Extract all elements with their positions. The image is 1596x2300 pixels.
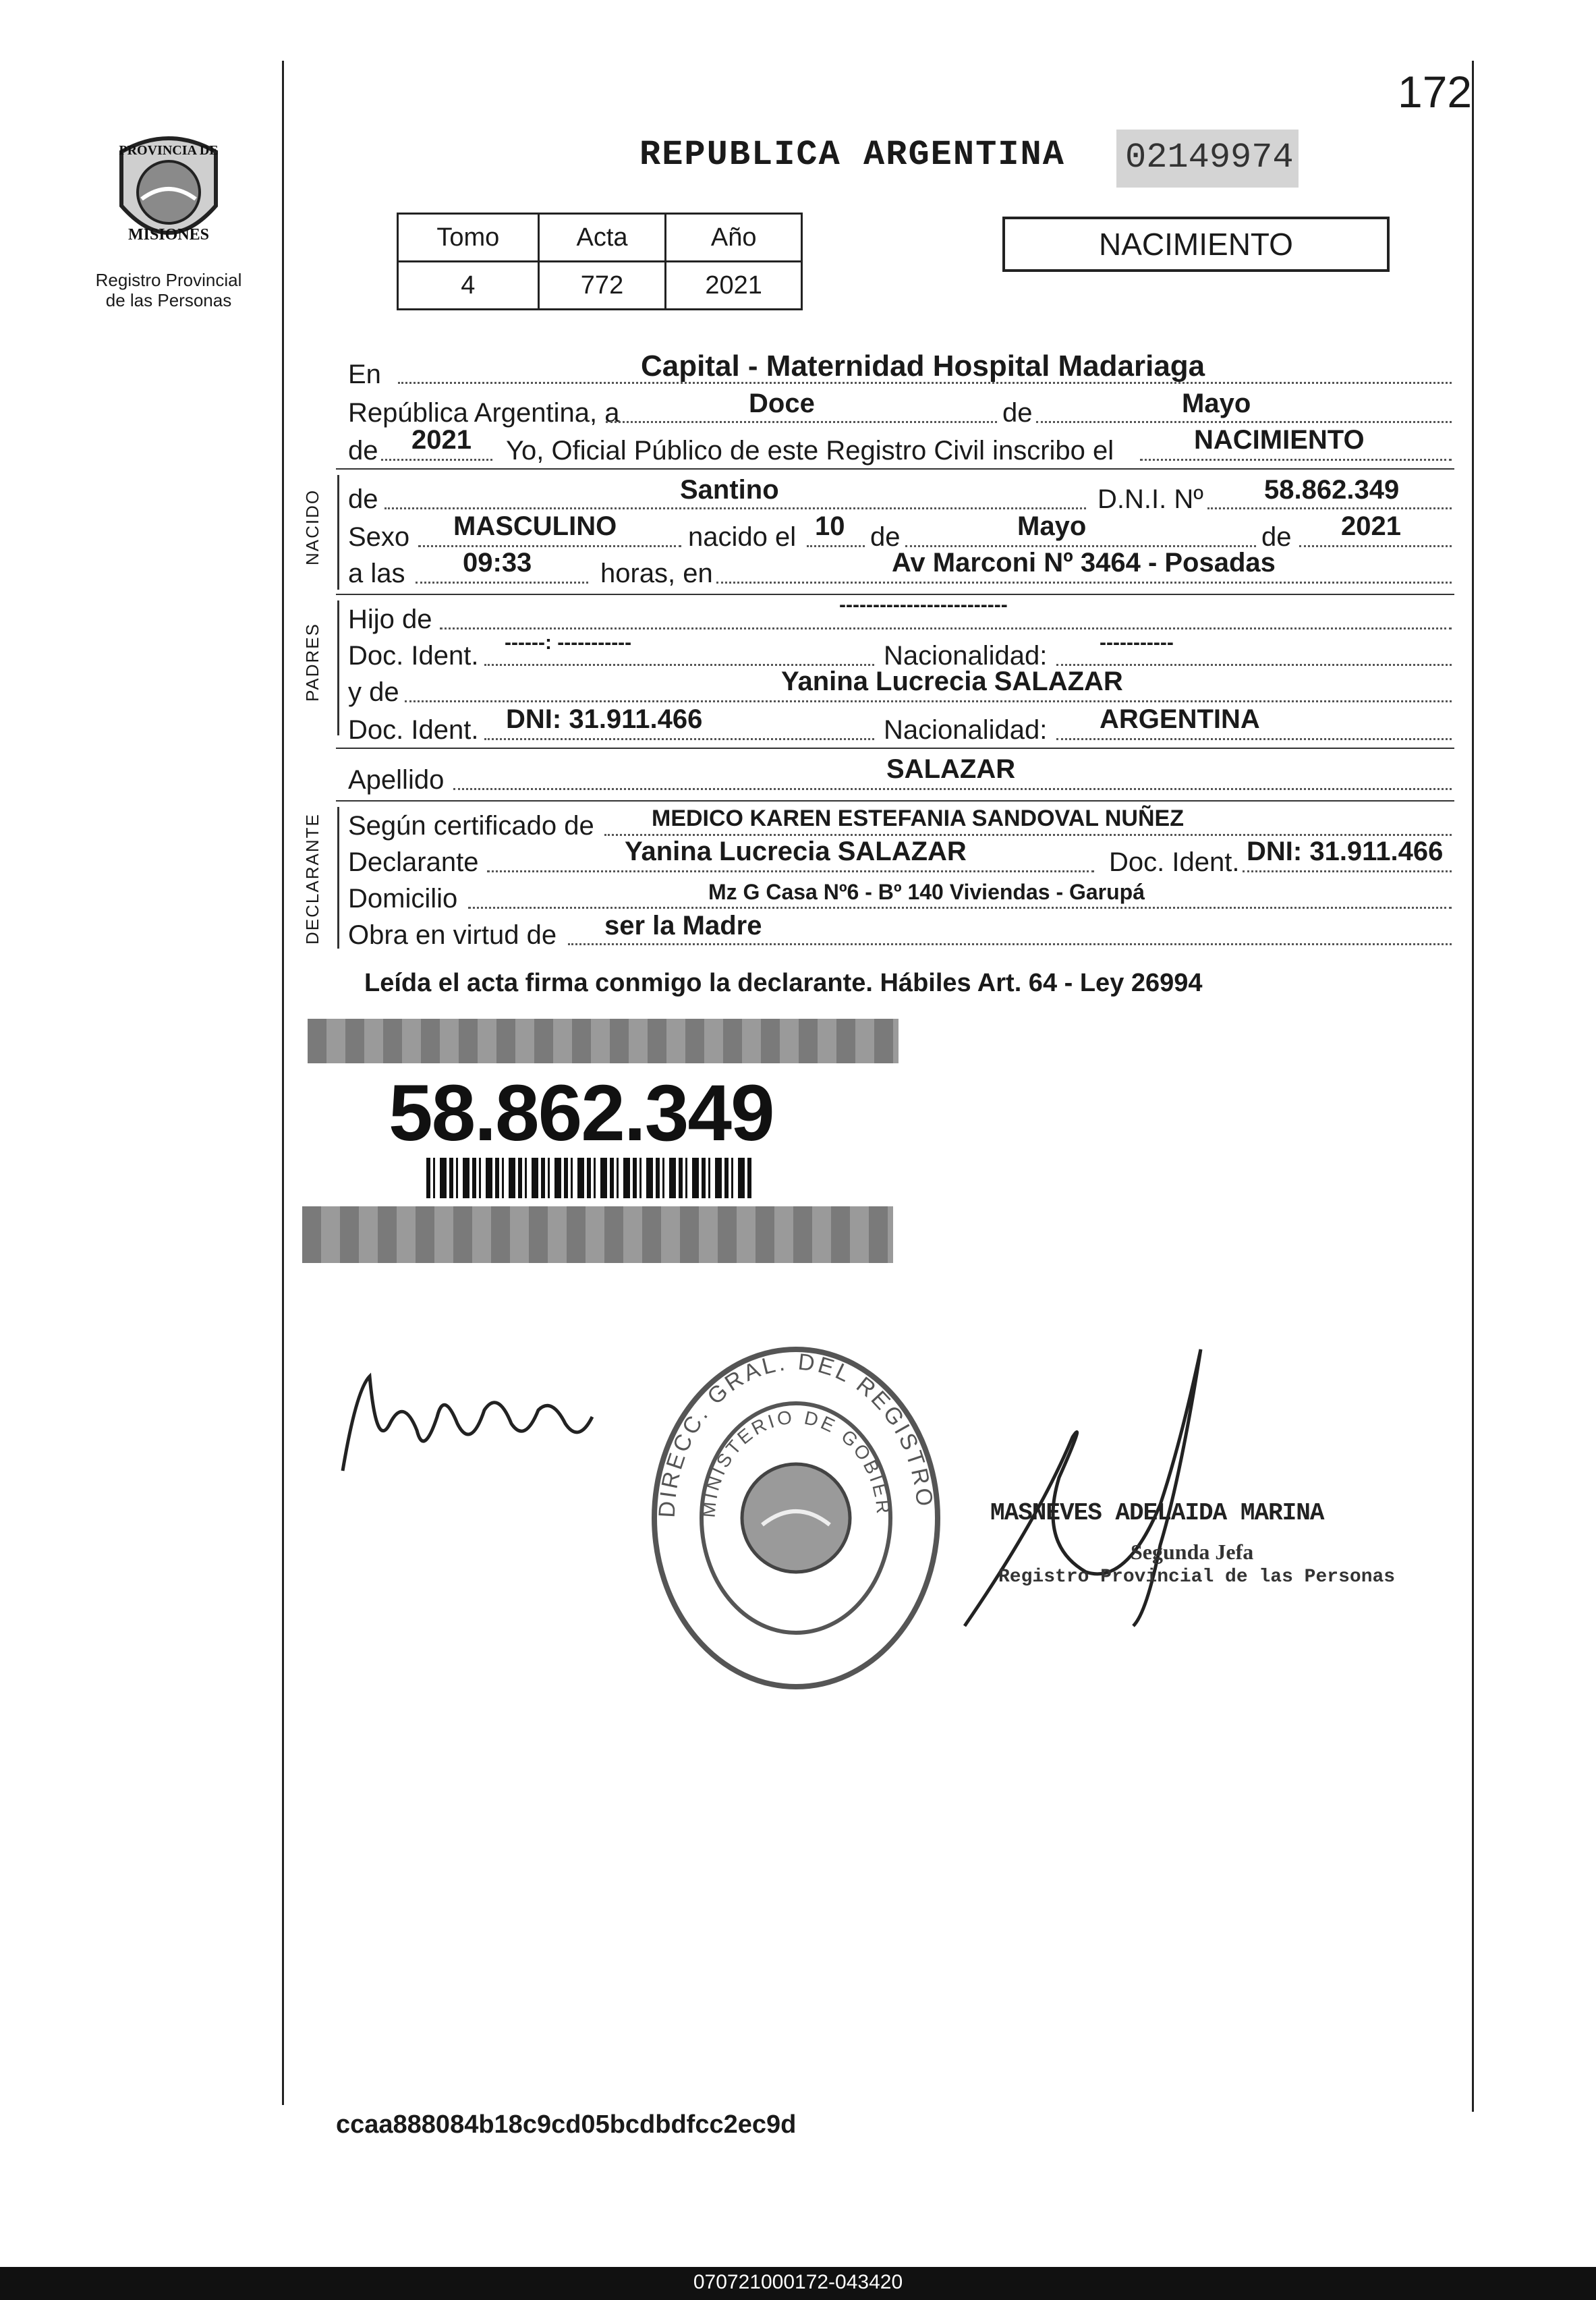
declarant-relationship: ser la Madre [604,911,762,941]
child-sex: MASCULINO [453,511,617,541]
inscription-day: Doce [749,389,815,418]
birth-de2-label: de [1261,522,1292,552]
official-org: Registro Provincial de las Personas [998,1567,1396,1588]
declarant-address: Mz G Casa Nº6 - Bº 140 Viviendas - Garupá [708,880,1145,904]
acta-header: Acta [538,214,666,262]
acta-value: 772 [538,262,666,310]
alas-label: a las [348,559,405,588]
section-label-padres: PADRES [302,623,322,702]
declarant-name: Yanina Lucrecia SALAZAR [625,837,967,866]
y-de-label: y de [348,677,399,707]
book-reference-table [397,213,803,310]
official-title: Segunda Jefa [1131,1540,1254,1564]
birth-place-institution: Capital - Maternidad Hospital Madariaga [641,349,1205,383]
divider [336,748,1454,749]
inscription-year: 2021 [411,425,472,455]
declarante-label: Declarante [348,847,479,877]
de-label: de [1002,398,1033,428]
birth-year: 2021 [1341,511,1401,541]
de2-label: de [348,436,378,466]
svg-text:MISIONES: MISIONES [127,226,210,244]
dni-label: D.N.I. Nº [1098,484,1203,514]
seal-inner-text: MINISTERIO DE GOBIER [697,1406,894,1519]
nacido-el-label: nacido el [688,522,797,552]
birth-day: 10 [815,511,845,541]
sexo-label: Sexo [348,522,410,552]
inscription-month: Mayo [1182,389,1251,418]
hijo-de-label: Hijo de [348,605,432,634]
footer-code: 070721000172-043420 [693,2271,903,2293]
father-nationality-label: Nacionalidad: [884,641,1048,671]
divider [336,468,1454,470]
province-logo [101,125,236,260]
father-name: ------------------------- [839,594,1008,616]
right-margin-line [1472,61,1474,2112]
father-doc-label: Doc. Ident. [348,641,479,671]
surname: SALAZAR [886,754,1016,784]
left-margin-line [282,61,284,2105]
record-type-box: NACIMIENTO [1002,217,1390,272]
section-label-declarante: DECLARANTE [302,813,322,945]
country-date-label: República Argentina, a [348,398,620,428]
mother-nationality-label: Nacionalidad: [884,715,1048,745]
child-name: Santino [680,475,779,505]
country-title: REPUBLICA ARGENTINA [639,135,1065,175]
registry-name: Registro Provincial de las Personas [95,270,242,310]
mother-doc: DNI: 31.911.466 [506,704,703,734]
sticker-dni-number: 58.862.349 [389,1069,774,1158]
child-dni: 58.862.349 [1264,475,1400,505]
birth-month: Mayo [1017,511,1087,541]
seal-outer-text: DIRECC. GRAL. DEL REGISTRO [654,1349,938,1519]
mother-nationality: ARGENTINA [1100,704,1260,734]
declarant-doc-label: Doc. Ident. [1109,847,1240,877]
tomo-header: Tomo [398,214,539,262]
serial-number: 02149974 [1125,138,1294,177]
birth-address: Av Marconi Nº 3464 - Posadas [892,548,1276,578]
sticker-bottom-band [302,1206,893,1263]
father-nationality: ----------- [1100,632,1174,654]
sticker-top-band [308,1019,899,1063]
domicilio-label: Domicilio [348,884,458,914]
section-bracket [337,807,339,949]
inscribed-record: NACIMIENTO [1194,425,1365,455]
divider [336,800,1454,802]
section-bracket [337,600,339,735]
certifying-doctor: MEDICO KAREN ESTEFANIA SANDOVAL NUÑEZ [652,806,1184,831]
tomo-value: 4 [398,262,539,310]
closing-statement: Leída el acta firma conmigo la declarante. Hábiles Art. 64 - Ley 26994 [364,969,1203,997]
horas-en-label: horas, en [600,559,713,588]
anio-value: 2021 [666,262,802,310]
mother-doc-label: Doc. Ident. [348,715,479,745]
inscribo-label: Yo, Oficial Público de este Registro Civil inscribo el [506,436,1114,466]
page-number: 172 [1398,67,1473,117]
section-bracket [337,475,339,590]
father-doc: ------: ----------- [505,632,632,654]
anio-header: Año [666,214,802,262]
cert-label: Según certificado de [348,811,594,841]
svg-text:PROVINCIA DE: PROVINCIA DE [119,143,219,158]
official-signature [958,1343,1241,1639]
en-label: En [348,360,381,389]
declarant-signature [329,1349,599,1484]
document-hash: ccaa888084b18c9cd05bcdbdfcc2ec9d [336,2110,797,2139]
birth-time: 09:33 [463,548,532,578]
section-label-nacido: NACIDO [302,488,322,565]
mother-name: Yanina Lucrecia SALAZAR [781,667,1123,696]
sticker-barcode [426,1158,754,1198]
birth-de-label: de [870,522,901,552]
apellido-label: Apellido [348,765,445,795]
official-seal [648,1343,944,1693]
official-name: MASNEVES ADELAIDA MARINA [990,1499,1324,1527]
obra-label: Obra en virtud de [348,920,557,950]
nacido-de-label: de [348,484,378,514]
declarant-doc: DNI: 31.911.466 [1247,837,1444,866]
